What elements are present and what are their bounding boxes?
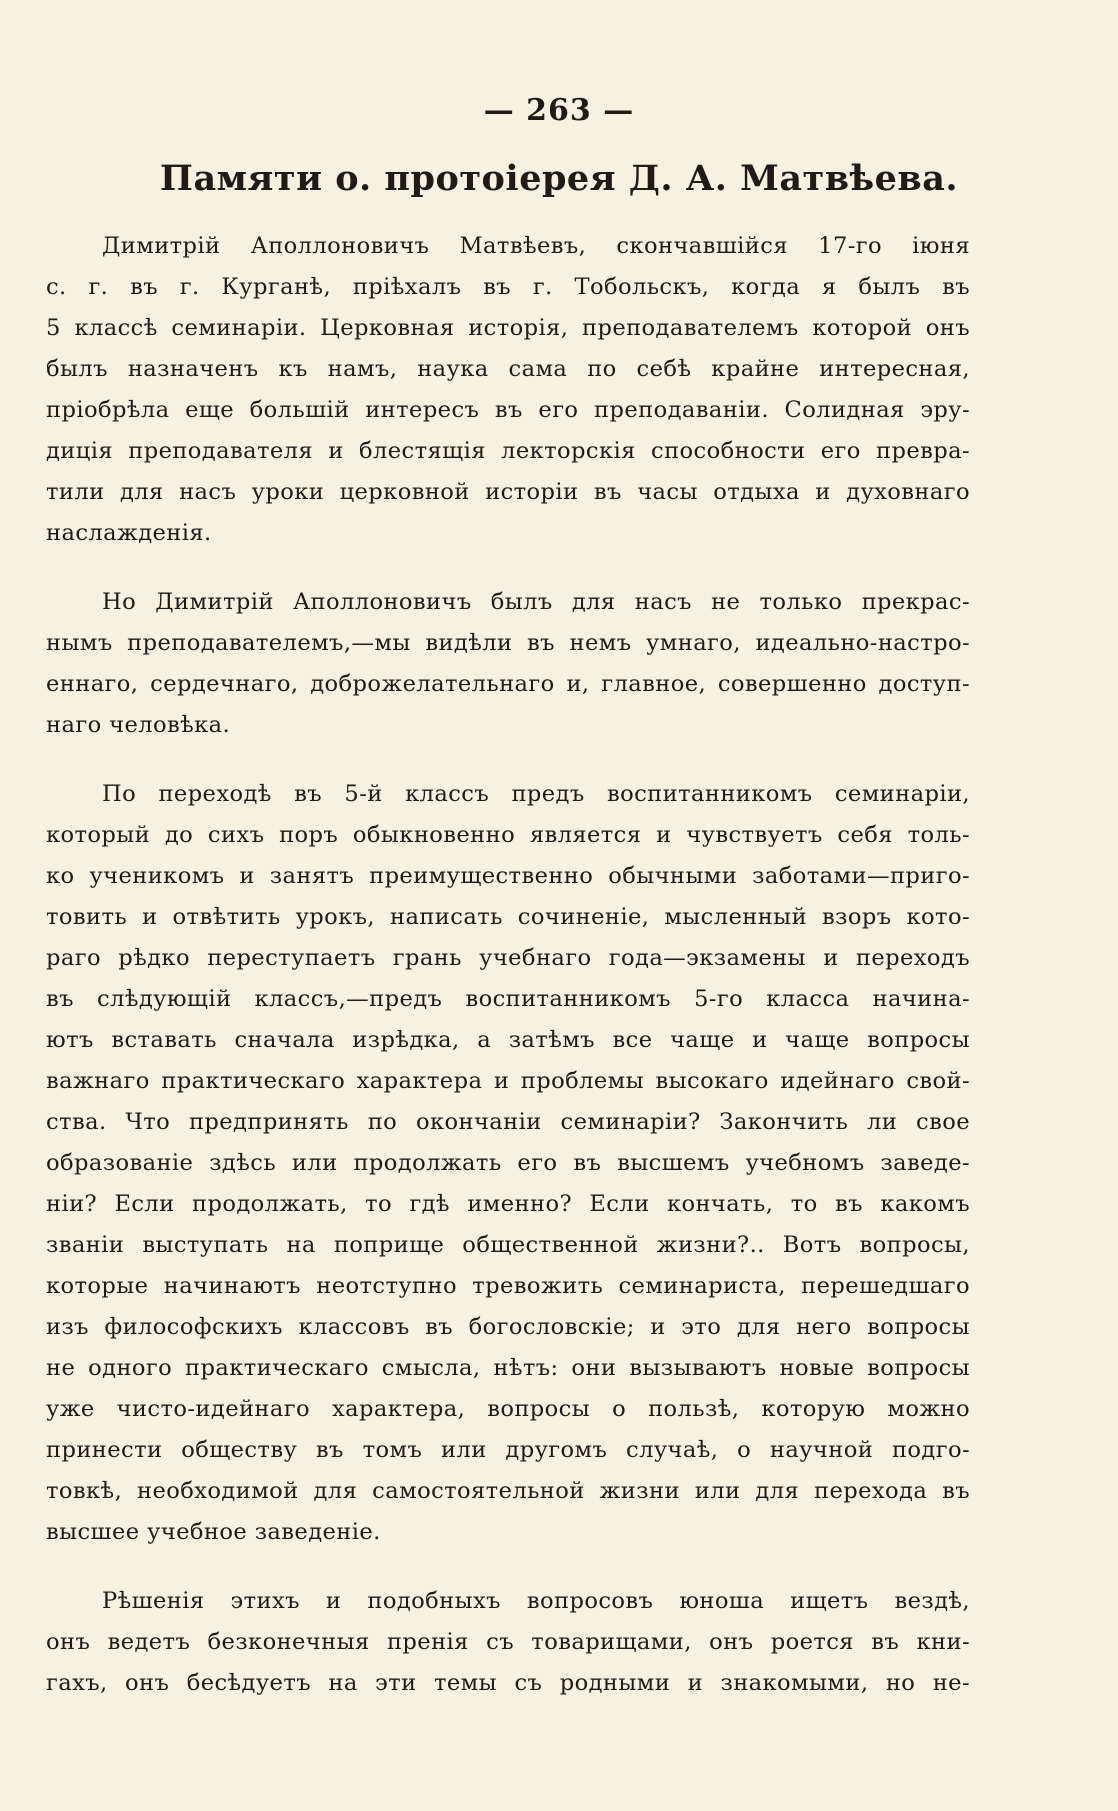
text-line: Рѣшенія этихъ и подобныхъ вопросовъ юноша ищетъ вездѣ, [102, 1588, 970, 1614]
text-line: 5 классѣ семинаріи. Церковная исторія, преподавателемъ которой онъ [46, 315, 970, 341]
paragraph-2 [46, 582, 970, 746]
text-line: который до сихъ поръ обыкновенно является и чувствуетъ себя толь- [46, 822, 970, 848]
text-line: наго человѣка. [46, 712, 231, 738]
text-line: товить и отвѣтить урокъ, написать сочиненіе, мысленный взоръ кото- [46, 904, 970, 930]
text-line: онъ ведетъ безконечныя пренія съ товарищами, онъ роется въ кни- [46, 1629, 970, 1655]
text-line: гахъ, онъ бесѣдуетъ на эти темы съ родными и знакомыми, но не- [46, 1670, 970, 1696]
text-line: диція преподавателя и блестящія лекторскія способности его превра- [46, 438, 970, 464]
paragraph-1 [46, 226, 970, 554]
text-line: товкѣ, необходимой для самостоятельной жизни или для перехода въ [46, 1478, 970, 1504]
text-line: уже чисто-идейнаго характера, вопросы о пользѣ, которую можно [46, 1396, 970, 1422]
text-line: нымъ преподавателемъ,—мы видѣли въ немъ умнаго, идеально-настро- [46, 630, 970, 656]
article-body [46, 226, 970, 1704]
text-line: ко ученикомъ и занятъ преимущественно обычными заботами—приго- [46, 863, 970, 889]
text-line: По переходѣ въ 5-й классъ предъ воспитанникомъ семинаріи, [102, 781, 970, 807]
text-line: изъ философскихъ классовъ въ богословскіе; и это для него вопросы [46, 1314, 970, 1340]
text-line: с. г. въ г. Курганѣ, пріѣхалъ въ г. Тобольскъ, когда я былъ въ [46, 274, 970, 300]
text-line: еннаго, сердечнаго, доброжелательнаго и, главное, совершенно доступ- [46, 671, 970, 697]
text-line: принести обществу въ томъ или другомъ случаѣ, о научной подго- [46, 1437, 970, 1463]
text-line: высшее учебное заведеніе. [46, 1519, 381, 1545]
text-line: въ слѣдующій классъ,—предъ воспитанникомъ 5-го класса начина- [46, 986, 970, 1012]
text-line: пріобрѣла еще большій интересъ въ его преподаваніи. Солидная эру- [46, 397, 970, 423]
text-line: раго рѣдко переступаетъ грань учебнаго года—экзамены и переходъ [46, 945, 970, 971]
text-line: которые начинаютъ неотступно тревожить семинариста, перешедшаго [46, 1273, 970, 1299]
text-line: званіи выступать на поприще общественной жизни?.. Вотъ вопросы, [46, 1232, 970, 1258]
text-line: тили для насъ уроки церковной исторіи въ часы отдыха и духовнаго [46, 479, 970, 505]
text-line: Но Димитрій Аполлоновичъ былъ для насъ не только прекрас- [102, 589, 970, 615]
page-number: — 263 — [483, 93, 635, 128]
paragraph-3 [46, 774, 970, 1553]
paragraph-4 [46, 1581, 970, 1704]
text-line: образованіе здѣсь или продолжать его въ высшемъ учебномъ заведе- [46, 1150, 970, 1176]
text-line: наслажденія. [46, 520, 212, 546]
text-line: важнаго практическаго характера и проблемы высокаго идейнаго свой- [46, 1068, 970, 1094]
text-line: былъ назначенъ къ намъ, наука сама по себѣ крайне интересная, [46, 356, 970, 382]
text-line: Димитрій Аполлоновичъ Матвѣевъ, скончавшійся 17-го іюня [102, 233, 970, 259]
text-line: не одного практическаго смысла, нѣтъ: они вызываютъ новые вопросы [46, 1355, 970, 1381]
text-line: ніи? Если продолжать, то гдѣ именно? Если кончать, то въ какомъ [46, 1191, 970, 1217]
text-line: ютъ вставать сначала изрѣдка, а затѣмъ все чаще и чаще вопросы [46, 1027, 970, 1053]
article-title: Памяти о. протоіерея Д. А. Матвѣева. [159, 158, 959, 199]
text-line: ства. Что предпринять по окончаніи семинаріи? Закончить ли свое [46, 1109, 970, 1135]
